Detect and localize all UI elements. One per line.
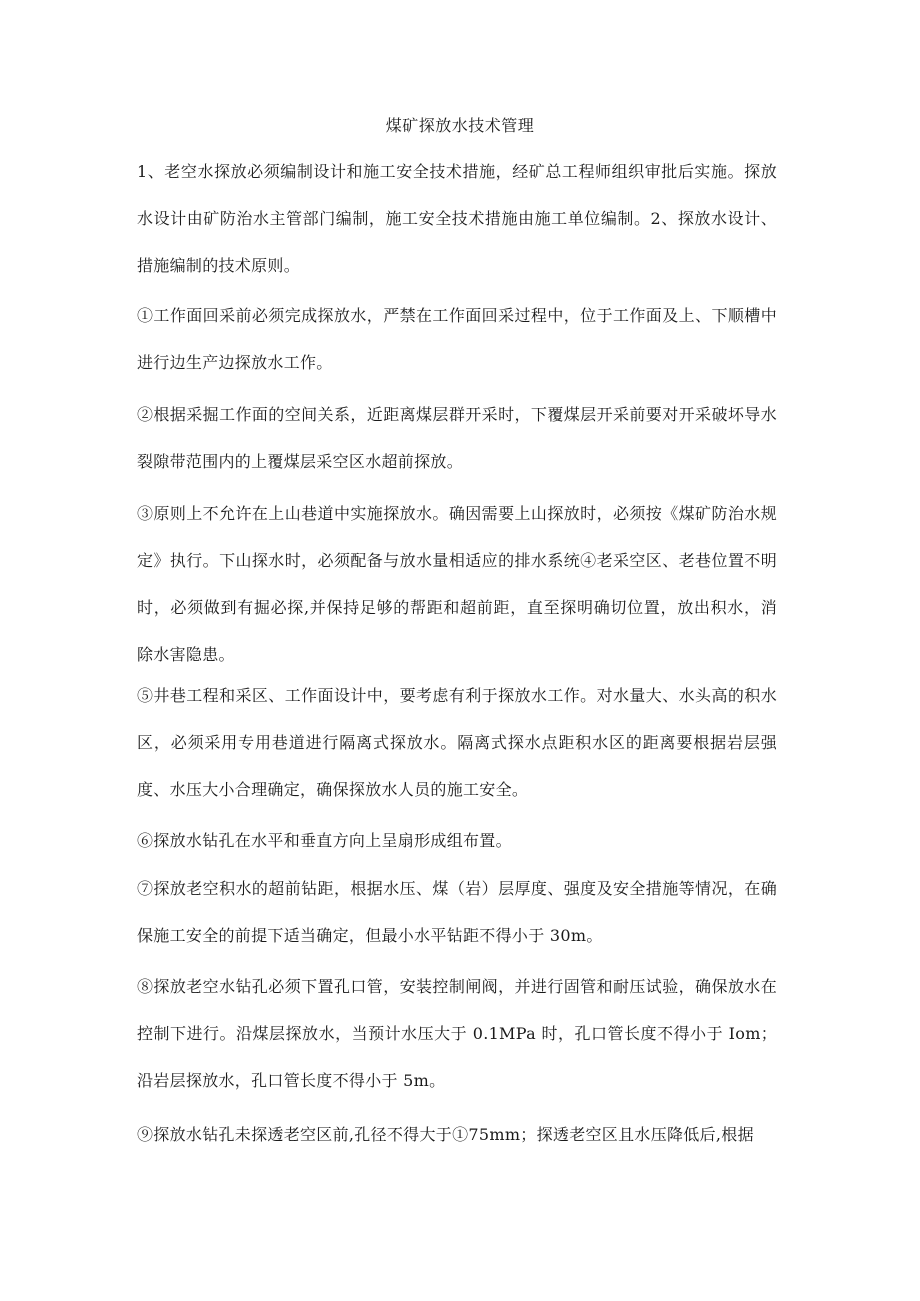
paragraph-2: ①工作面回采前必须完成探放水，严禁在工作面回采过程中，位于工作面及上、下顺槽中进行边生产边探放水工作。 <box>137 306 777 372</box>
paragraph-3: ②根据采掘工作面的空间关系，近距离煤层群开采时，下覆煤层开采前要对开采破坏导水裂隙带范围内的上覆煤层采空区水超前探放。 <box>137 405 777 471</box>
paragraph-5: ⑤井巷工程和采区、工作面设计中，要考虑有利于探放水工作。对水量大、水头高的积水区，必须采用专用巷道进行隔离式探放水。隔离式探水点距积水区的距离要根据岩层强度、水压大小合理确定，确保探放水人员的施工安全。 <box>137 686 777 799</box>
paragraph-6: ⑥探放水钻孔在水平和垂直方向上呈扇形成组布置。 <box>137 831 512 850</box>
paragraph-8: ⑧探放老空水钻孔必须下置孔口管，安装控制闸阀，并进行固管和耐压试验，确保放水在控制下进行。沿煤层探放水，当预计水压大于 0.1MPa 时，孔口管长度不得小于 Iom；沿岩层探放水，孔口管长度不得小于 5m。 <box>137 977 777 1090</box>
paragraph-9: ⑨探放水钻孔未探透老空区前,孔径不得大于①75mm；探透老空区且水压降低后,根据 <box>137 1125 754 1144</box>
paragraph-4: ③原则上不允许在上山巷道中实施探放水。确因需要上山探放时，必须按《煤矿防治水规定》执行。下山探水时，必须配备与放水量相适应的排水系统④老采空区、老巷位置不明时，必须做到有掘必探,并保持足够的帮距和超前距，直至探明确切位置，放出积水，消除水害隐患。 <box>137 504 777 664</box>
document-title: 煤矿探放水技术管理 <box>385 116 535 135</box>
paragraph-1: 1、老空水探放必须编制设计和施工安全技术措施，经矿总工程师组织审批后实施。探放水设计由矿防治水主管部门编制，施工安全技术措施由施工单位编制。2、探放水设计、措施编制的技术原则。 <box>137 162 777 275</box>
paragraph-7: ⑦探放老空积水的超前钻距，根据水压、煤（岩）层厚度、强度及安全措施等情况，在确保施工安全的前提下适当确定，但最小水平钻距不得小于 30m。 <box>137 879 777 945</box>
